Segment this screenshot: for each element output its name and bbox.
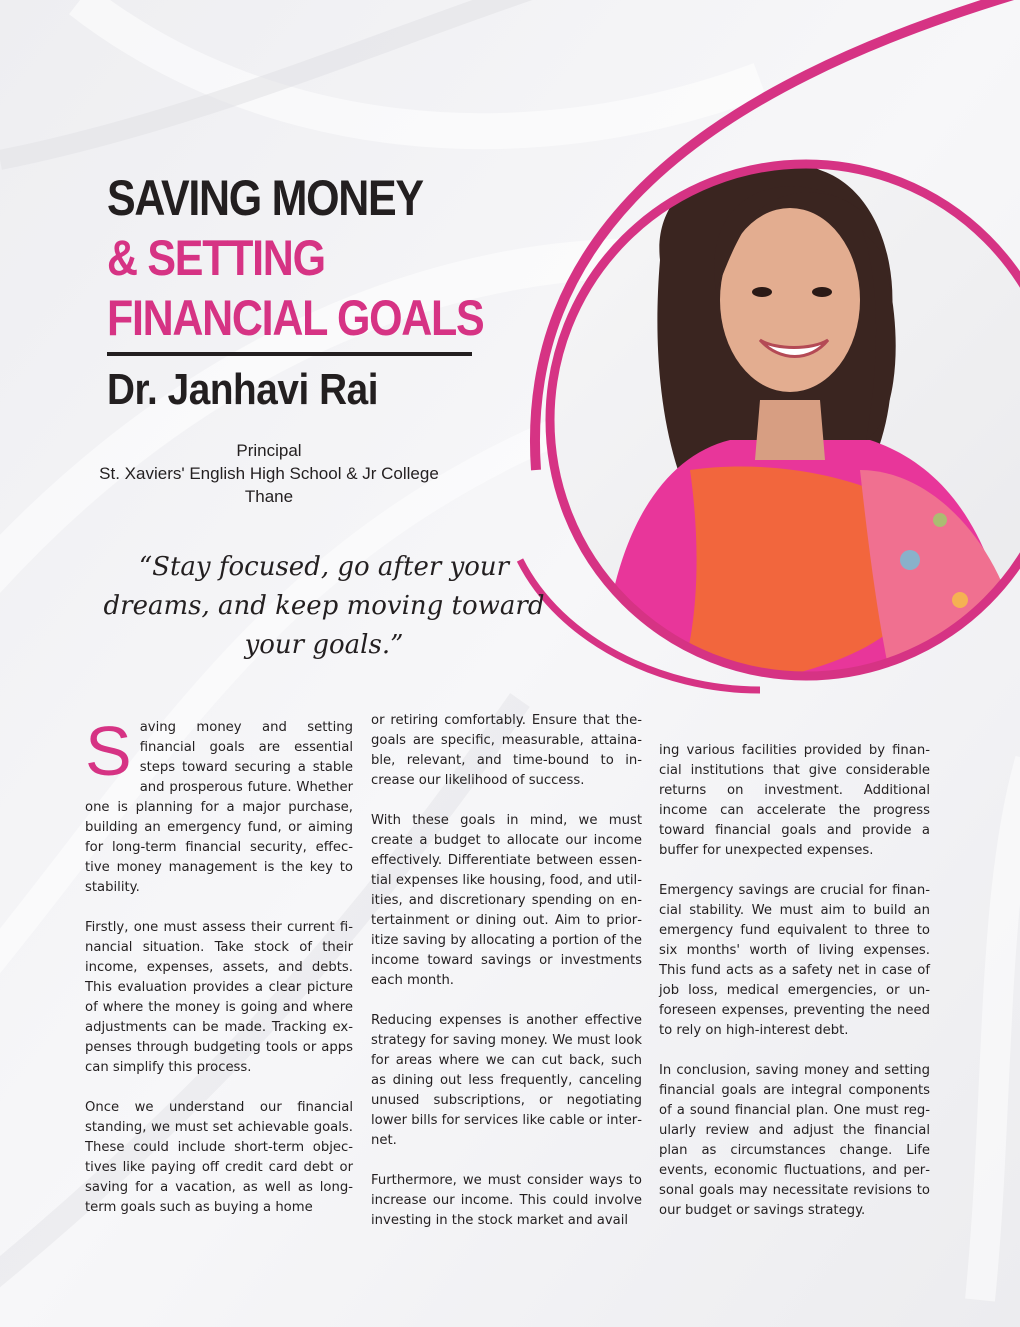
paragraph-2: Firstly, one must assess their current financial situation. Take stock of their income, expenses, assets, and debts. This evaluation provides a clear picture of where the money is going and where adjustments can be made. Tracking expenses through budgeting tools or apps can simplify this process. xyxy=(85,920,353,1075)
body-column-1 xyxy=(85,712,353,1238)
author-name: Dr. Janhavi Rai xyxy=(107,365,379,414)
author-city: Thane xyxy=(244,487,294,506)
body-column-3 xyxy=(659,741,930,1241)
title-line-2: & SETTING xyxy=(107,230,325,286)
title-line-1: SAVING MONEY xyxy=(107,170,423,226)
paragraph-1-text: aving money and setting financial goals are essential steps toward securing a stable and prosperous future. Whether one is planning for a major purchase, building an emergency fund, or aiming for long-term financial security, effective money management is the key to stability. xyxy=(85,720,353,895)
paragraph-6: Reducing expenses is another effective strategy for saving money. We must look for areas where we can cut back, such as dining out less frequently, canceling unused subscriptions, or negotiating lower bills for services like cable or internet. xyxy=(371,1013,642,1148)
paragraph-10: In conclusion, saving money and setting financial goals are integral components of a sound financial plan. One must regularly review and adjust the financial plan as circumstances change. Life events, economic fluctuations, and personal goals may necessitate revisions to our budget or savings strategy. xyxy=(659,1063,930,1218)
author-institution: St. Xaviers' English High School & Jr College xyxy=(99,464,439,483)
paragraph-3: Once we understand our financial standing, we must set achievable goals. These could include short-term objectives like paying off credit card debt or saving for a vacation, as well as long-term goals such as buying a home xyxy=(85,1100,353,1215)
article-title xyxy=(107,168,527,348)
body-column-2 xyxy=(371,711,642,1251)
drop-cap: S xyxy=(85,712,132,790)
pull-quote: “Stay focused, go after your dreams, and keep moving toward your goals.” xyxy=(103,552,545,660)
paragraph-4: or retiring comfortably. Ensure that thegoals are specific, measurable, attainable, relevant, and time-bound to increase our likelihood of success. xyxy=(371,713,642,788)
author-role: Principal xyxy=(236,441,302,460)
author-affiliation xyxy=(86,439,452,508)
paragraph-7: Furthermore, we must consider ways to increase our income. This could involve investing in the stock market and avail xyxy=(371,1173,642,1228)
paragraph-9: Emergency savings are crucial for financial stability. We must aim to build an emergency fund equivalent to three to six months' worth of living expenses. This fund acts as a safety net in case of job loss, medical emergencies, or unforeseen expenses, preventing the need to rely on high-interest debt. xyxy=(659,883,930,1038)
paragraph-5: With these goals in mind, we must create a budget to allocate our income effectively. Differentiate between essential expenses like housing, food, and utilities, and discretionary spending on entertainment or dining out. Aim to prioritize saving by allocating a portion of the income toward savings or investments each month. xyxy=(371,813,642,988)
title-divider xyxy=(107,352,472,356)
paragraph-8: ing various facilities provided by financial institutions that give considerable returns on investment. Additional income can accelerate the progress toward financial goals and provide a buffer for unexpected expenses. xyxy=(659,743,930,858)
paragraph-1 xyxy=(85,712,353,898)
title-line-3: FINANCIAL GOALS xyxy=(107,290,484,346)
